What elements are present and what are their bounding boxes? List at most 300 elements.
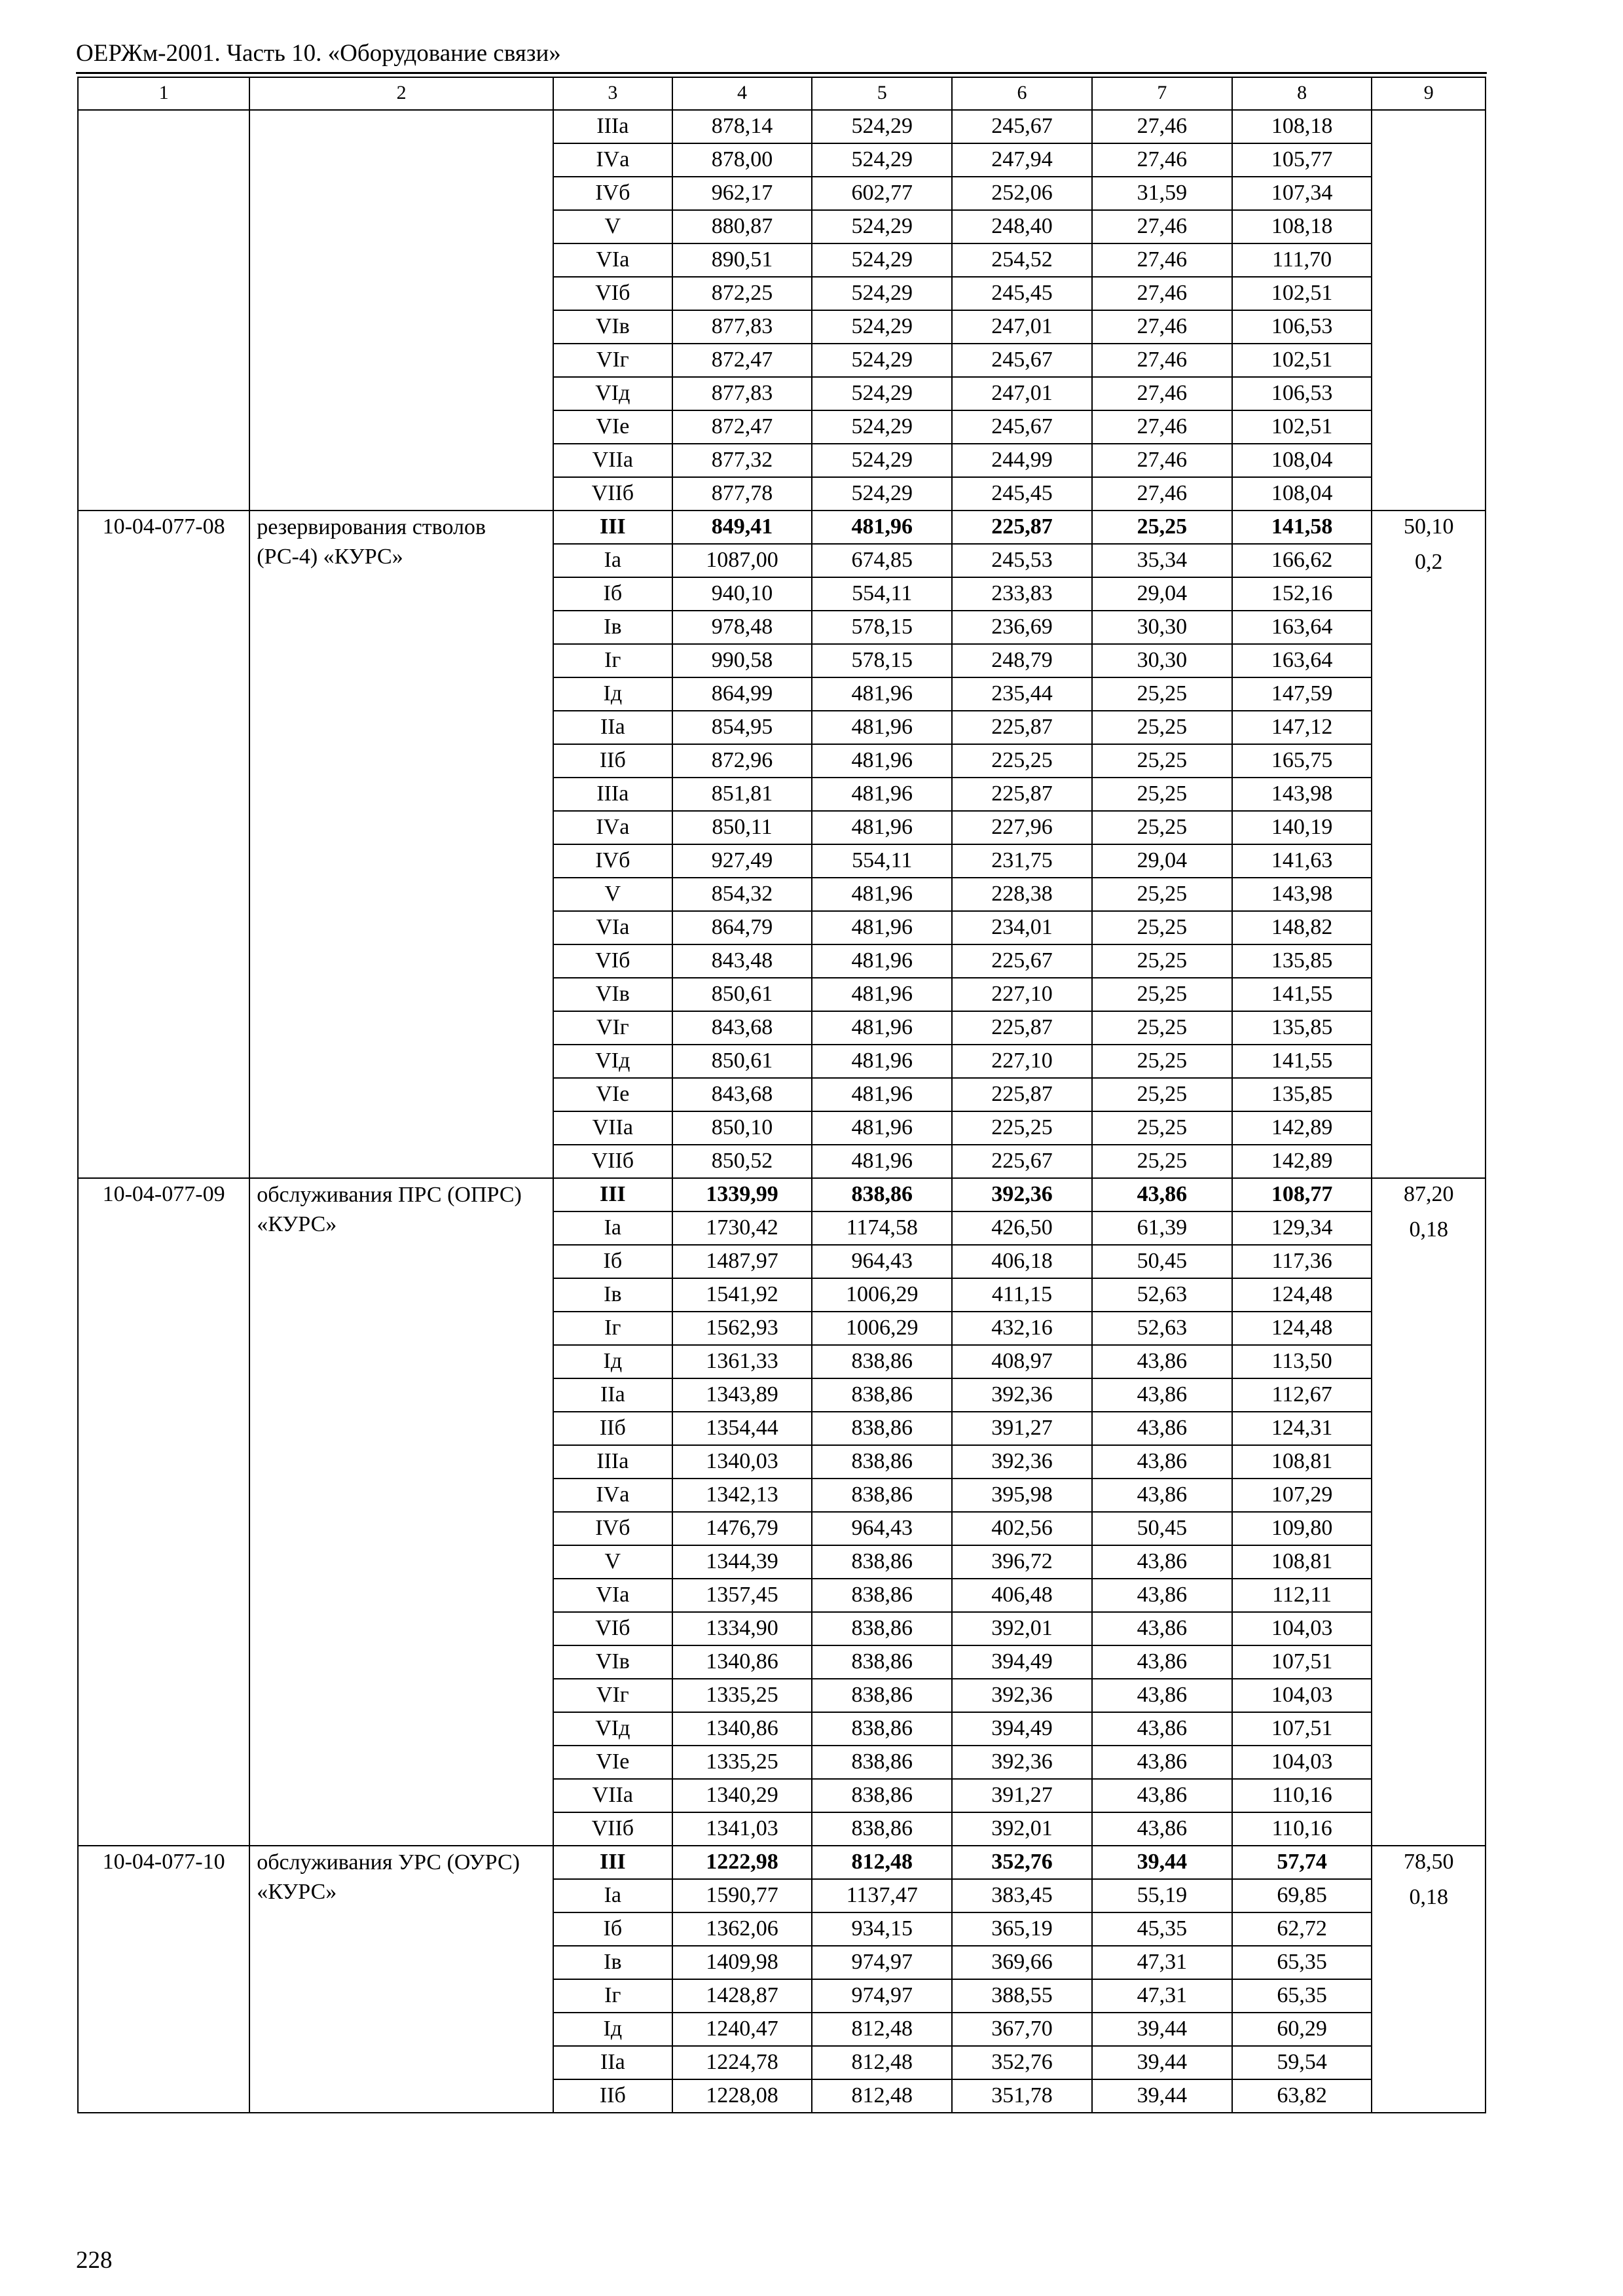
value-cell: 838,86 bbox=[812, 1345, 952, 1378]
value-cell: 25,25 bbox=[1092, 1111, 1232, 1145]
value-cell: 481,96 bbox=[812, 811, 952, 844]
value-cell: 113,50 bbox=[1232, 1345, 1372, 1378]
extra-value: 0,18 bbox=[1409, 1217, 1448, 1242]
value-cell: 163,64 bbox=[1232, 644, 1372, 677]
value-cell: 108,04 bbox=[1232, 477, 1372, 511]
value-cell: 880,87 bbox=[672, 210, 812, 243]
zone-cell: IIб bbox=[553, 2079, 672, 2113]
extra-cell bbox=[1372, 1178, 1486, 1846]
value-cell: 524,29 bbox=[812, 243, 952, 277]
value-cell: 392,01 bbox=[952, 1612, 1092, 1645]
zone-cell: VIIа bbox=[553, 1779, 672, 1812]
value-cell: 1343,89 bbox=[672, 1378, 812, 1412]
rate-name: обслуживания ПРС (ОПРС) «КУРС» bbox=[249, 1178, 553, 1846]
value-cell: 60,29 bbox=[1232, 2013, 1372, 2046]
value-cell: 47,31 bbox=[1092, 1946, 1232, 1979]
value-cell: 602,77 bbox=[812, 177, 952, 210]
value-cell: 141,55 bbox=[1232, 1045, 1372, 1078]
value-cell: 43,86 bbox=[1092, 1378, 1232, 1412]
value-cell: 254,52 bbox=[952, 243, 1092, 277]
value-cell: 27,46 bbox=[1092, 110, 1232, 143]
value-cell: 166,62 bbox=[1232, 544, 1372, 577]
value-cell: 1409,98 bbox=[672, 1946, 812, 1979]
zone-cell: VIг bbox=[553, 1679, 672, 1712]
value-cell: 225,87 bbox=[952, 1011, 1092, 1045]
value-cell: 43,86 bbox=[1092, 1779, 1232, 1812]
value-cell: 849,41 bbox=[672, 511, 812, 544]
zone-cell: IIIа bbox=[553, 778, 672, 811]
value-cell: 851,81 bbox=[672, 778, 812, 811]
value-cell: 59,54 bbox=[1232, 2046, 1372, 2079]
value-cell: 352,76 bbox=[952, 2046, 1092, 2079]
column-number-row bbox=[78, 77, 1486, 110]
value-cell: 25,25 bbox=[1092, 511, 1232, 544]
value-cell: 247,01 bbox=[952, 377, 1092, 410]
value-cell: 927,49 bbox=[672, 844, 812, 878]
zone-cell: V bbox=[553, 878, 672, 911]
zone-cell: VIа bbox=[553, 911, 672, 944]
value-cell: 112,11 bbox=[1232, 1579, 1372, 1612]
zone-cell: Iб bbox=[553, 577, 672, 611]
zone-cell: Iв bbox=[553, 1946, 672, 1979]
zone-cell: V bbox=[553, 1545, 672, 1579]
value-cell: 524,29 bbox=[812, 377, 952, 410]
zone-cell: IVа bbox=[553, 143, 672, 177]
value-cell: 554,11 bbox=[812, 844, 952, 878]
value-cell: 812,48 bbox=[812, 2013, 952, 2046]
value-cell: 112,67 bbox=[1232, 1378, 1372, 1412]
value-cell: 962,17 bbox=[672, 177, 812, 210]
table-row bbox=[78, 1846, 1486, 1879]
value-cell: 25,25 bbox=[1092, 1078, 1232, 1111]
value-cell: 481,96 bbox=[812, 1111, 952, 1145]
value-cell: 141,55 bbox=[1232, 978, 1372, 1011]
value-cell: 1087,00 bbox=[672, 544, 812, 577]
value-cell: 142,89 bbox=[1232, 1145, 1372, 1178]
value-cell: 481,96 bbox=[812, 1011, 952, 1045]
value-cell: 1357,45 bbox=[672, 1579, 812, 1612]
value-cell: 29,04 bbox=[1092, 844, 1232, 878]
value-cell: 843,68 bbox=[672, 1078, 812, 1111]
value-cell: 27,46 bbox=[1092, 344, 1232, 377]
value-cell: 392,36 bbox=[952, 1378, 1092, 1412]
zone-cell: VIв bbox=[553, 310, 672, 344]
value-cell: 383,45 bbox=[952, 1879, 1092, 1912]
extra-cell bbox=[1372, 110, 1486, 511]
value-cell: 394,49 bbox=[952, 1712, 1092, 1746]
value-cell: 30,30 bbox=[1092, 611, 1232, 644]
value-cell: 1541,92 bbox=[672, 1278, 812, 1312]
value-cell: 1590,77 bbox=[672, 1879, 812, 1912]
value-cell: 838,86 bbox=[812, 1479, 952, 1512]
value-cell: 524,29 bbox=[812, 210, 952, 243]
value-cell: 236,69 bbox=[952, 611, 1092, 644]
zone-cell: Iг bbox=[553, 1312, 672, 1345]
value-cell: 578,15 bbox=[812, 611, 952, 644]
value-cell: 248,79 bbox=[952, 644, 1092, 677]
value-cell: 142,89 bbox=[1232, 1111, 1372, 1145]
value-cell: 65,35 bbox=[1232, 1946, 1372, 1979]
value-cell: 231,75 bbox=[952, 844, 1092, 878]
value-cell: 524,29 bbox=[812, 410, 952, 444]
value-cell: 247,01 bbox=[952, 310, 1092, 344]
zone-cell: III bbox=[553, 1178, 672, 1211]
value-cell: 43,86 bbox=[1092, 1679, 1232, 1712]
value-cell: 39,44 bbox=[1092, 2079, 1232, 2113]
zone-cell: IIа bbox=[553, 1378, 672, 1412]
zone-cell: Iг bbox=[553, 644, 672, 677]
value-cell: 143,98 bbox=[1232, 878, 1372, 911]
column-number: 6 bbox=[952, 77, 1092, 110]
value-cell: 107,51 bbox=[1232, 1645, 1372, 1679]
zone-cell: VIб bbox=[553, 1612, 672, 1645]
value-cell: 43,86 bbox=[1092, 1812, 1232, 1846]
value-cell: 1562,93 bbox=[672, 1312, 812, 1345]
value-cell: 148,82 bbox=[1232, 911, 1372, 944]
value-cell: 1354,44 bbox=[672, 1412, 812, 1445]
zone-cell: VIIа bbox=[553, 444, 672, 477]
value-cell: 102,51 bbox=[1232, 344, 1372, 377]
value-cell: 63,82 bbox=[1232, 2079, 1372, 2113]
value-cell: 524,29 bbox=[812, 344, 952, 377]
value-cell: 1730,42 bbox=[672, 1211, 812, 1245]
value-cell: 864,79 bbox=[672, 911, 812, 944]
value-cell: 108,18 bbox=[1232, 210, 1372, 243]
value-cell: 1340,86 bbox=[672, 1712, 812, 1746]
value-cell: 69,85 bbox=[1232, 1879, 1372, 1912]
table-body bbox=[78, 77, 1486, 2113]
value-cell: 481,96 bbox=[812, 944, 952, 978]
value-cell: 854,32 bbox=[672, 878, 812, 911]
value-cell: 850,11 bbox=[672, 811, 812, 844]
value-cell: 111,70 bbox=[1232, 243, 1372, 277]
value-cell: 27,46 bbox=[1092, 377, 1232, 410]
value-cell: 141,63 bbox=[1232, 844, 1372, 878]
page-header-title: ОЕРЖм-2001. Часть 10. «Оборудование связи» bbox=[76, 40, 561, 67]
value-cell: 878,14 bbox=[672, 110, 812, 143]
value-cell: 1342,13 bbox=[672, 1479, 812, 1512]
zone-cell: VIг bbox=[553, 1011, 672, 1045]
zone-cell: Iа bbox=[553, 1211, 672, 1245]
value-cell: 1224,78 bbox=[672, 2046, 812, 2079]
value-cell: 838,86 bbox=[812, 1746, 952, 1779]
zone-cell: VIа bbox=[553, 1579, 672, 1612]
value-cell: 554,11 bbox=[812, 577, 952, 611]
value-cell: 104,03 bbox=[1232, 1746, 1372, 1779]
value-cell: 25,25 bbox=[1092, 744, 1232, 778]
value-cell: 481,96 bbox=[812, 1045, 952, 1078]
value-cell: 124,48 bbox=[1232, 1312, 1372, 1345]
zone-cell: Iг bbox=[553, 1979, 672, 2013]
value-cell: 838,86 bbox=[812, 1178, 952, 1211]
value-cell: 225,87 bbox=[952, 1078, 1092, 1111]
column-number: 4 bbox=[672, 77, 812, 110]
value-cell: 1006,29 bbox=[812, 1278, 952, 1312]
value-cell: 102,51 bbox=[1232, 277, 1372, 310]
value-cell: 974,97 bbox=[812, 1979, 952, 2013]
value-cell: 35,34 bbox=[1092, 544, 1232, 577]
value-cell: 432,16 bbox=[952, 1312, 1092, 1345]
value-cell: 43,86 bbox=[1092, 1178, 1232, 1211]
rate-code: 10-04-077-08 bbox=[78, 511, 249, 1178]
value-cell: 974,97 bbox=[812, 1946, 952, 1979]
zone-cell: VIа bbox=[553, 243, 672, 277]
value-cell: 124,48 bbox=[1232, 1278, 1372, 1312]
value-cell: 108,77 bbox=[1232, 1178, 1372, 1211]
table-row bbox=[78, 511, 1486, 544]
value-cell: 864,99 bbox=[672, 677, 812, 711]
value-cell: 228,38 bbox=[952, 878, 1092, 911]
value-cell: 481,96 bbox=[812, 911, 952, 944]
value-cell: 227,10 bbox=[952, 1045, 1092, 1078]
value-cell: 838,86 bbox=[812, 1412, 952, 1445]
value-cell: 39,44 bbox=[1092, 2013, 1232, 2046]
rate-name: резервирования стволов (РС-4) «КУРС» bbox=[249, 511, 553, 1178]
value-cell: 104,03 bbox=[1232, 1612, 1372, 1645]
value-cell: 872,96 bbox=[672, 744, 812, 778]
value-cell: 227,96 bbox=[952, 811, 1092, 844]
zone-cell: Iв bbox=[553, 1278, 672, 1312]
value-cell: 838,86 bbox=[812, 1812, 952, 1846]
value-cell: 235,44 bbox=[952, 677, 1092, 711]
value-cell: 27,46 bbox=[1092, 243, 1232, 277]
value-cell: 135,85 bbox=[1232, 1011, 1372, 1045]
zone-cell: VIв bbox=[553, 978, 672, 1011]
value-cell: 838,86 bbox=[812, 1779, 952, 1812]
value-cell: 108,81 bbox=[1232, 1545, 1372, 1579]
value-cell: 524,29 bbox=[812, 143, 952, 177]
value-cell: 225,67 bbox=[952, 944, 1092, 978]
value-cell: 244,99 bbox=[952, 444, 1092, 477]
value-cell: 391,27 bbox=[952, 1779, 1092, 1812]
extra-cell bbox=[1372, 1846, 1486, 2113]
value-cell: 1335,25 bbox=[672, 1679, 812, 1712]
value-cell: 524,29 bbox=[812, 110, 952, 143]
value-cell: 877,83 bbox=[672, 377, 812, 410]
value-cell: 225,25 bbox=[952, 1111, 1092, 1145]
value-cell: 877,83 bbox=[672, 310, 812, 344]
value-cell: 812,48 bbox=[812, 1846, 952, 1879]
value-cell: 854,95 bbox=[672, 711, 812, 744]
value-cell: 351,78 bbox=[952, 2079, 1092, 2113]
value-cell: 394,49 bbox=[952, 1645, 1092, 1679]
zone-cell: Iд bbox=[553, 2013, 672, 2046]
value-cell: 117,36 bbox=[1232, 1245, 1372, 1278]
value-cell: 524,29 bbox=[812, 277, 952, 310]
value-cell: 25,25 bbox=[1092, 978, 1232, 1011]
zone-cell: IVа bbox=[553, 1479, 672, 1512]
rate-name: обслуживания УРС (ОУРС) «КУРС» bbox=[249, 1846, 553, 2113]
value-cell: 850,61 bbox=[672, 1045, 812, 1078]
value-cell: 27,46 bbox=[1092, 210, 1232, 243]
value-cell: 108,18 bbox=[1232, 110, 1372, 143]
value-cell: 109,80 bbox=[1232, 1512, 1372, 1545]
value-cell: 481,96 bbox=[812, 778, 952, 811]
value-cell: 1361,33 bbox=[672, 1345, 812, 1378]
value-cell: 147,12 bbox=[1232, 711, 1372, 744]
value-cell: 850,52 bbox=[672, 1145, 812, 1178]
value-cell: 369,66 bbox=[952, 1946, 1092, 1979]
value-cell: 391,27 bbox=[952, 1412, 1092, 1445]
value-cell: 135,85 bbox=[1232, 944, 1372, 978]
value-cell: 411,15 bbox=[952, 1278, 1092, 1312]
value-cell: 1228,08 bbox=[672, 2079, 812, 2113]
zone-cell: VIе bbox=[553, 410, 672, 444]
zone-cell: Iб bbox=[553, 1245, 672, 1278]
value-cell: 850,10 bbox=[672, 1111, 812, 1145]
value-cell: 481,96 bbox=[812, 711, 952, 744]
value-cell: 481,96 bbox=[812, 1078, 952, 1111]
value-cell: 812,48 bbox=[812, 2079, 952, 2113]
value-cell: 850,61 bbox=[672, 978, 812, 1011]
zone-cell: VIд bbox=[553, 1712, 672, 1746]
value-cell: 43,86 bbox=[1092, 1712, 1232, 1746]
value-cell: 25,25 bbox=[1092, 711, 1232, 744]
value-cell: 43,86 bbox=[1092, 1746, 1232, 1779]
value-cell: 57,74 bbox=[1232, 1846, 1372, 1879]
value-cell: 392,36 bbox=[952, 1178, 1092, 1211]
value-cell: 838,86 bbox=[812, 1579, 952, 1612]
value-cell: 62,72 bbox=[1232, 1912, 1372, 1946]
zone-cell: VIд bbox=[553, 377, 672, 410]
value-cell: 812,48 bbox=[812, 2046, 952, 2079]
value-cell: 165,75 bbox=[1232, 744, 1372, 778]
value-cell: 838,86 bbox=[812, 1645, 952, 1679]
value-cell: 578,15 bbox=[812, 644, 952, 677]
value-cell: 838,86 bbox=[812, 1712, 952, 1746]
value-cell: 934,15 bbox=[812, 1912, 952, 1946]
value-cell: 245,67 bbox=[952, 110, 1092, 143]
value-cell: 141,58 bbox=[1232, 511, 1372, 544]
zone-cell: V bbox=[553, 210, 672, 243]
value-cell: 108,81 bbox=[1232, 1445, 1372, 1479]
value-cell: 124,31 bbox=[1232, 1412, 1372, 1445]
value-cell: 55,19 bbox=[1092, 1879, 1232, 1912]
value-cell: 27,46 bbox=[1092, 410, 1232, 444]
value-cell: 43,86 bbox=[1092, 1479, 1232, 1512]
value-cell: 1344,39 bbox=[672, 1545, 812, 1579]
value-cell: 110,16 bbox=[1232, 1779, 1372, 1812]
value-cell: 245,45 bbox=[952, 477, 1092, 511]
value-cell: 402,56 bbox=[952, 1512, 1092, 1545]
value-cell: 352,76 bbox=[952, 1846, 1092, 1879]
value-cell: 245,53 bbox=[952, 544, 1092, 577]
value-cell: 388,55 bbox=[952, 1979, 1092, 2013]
value-cell: 1428,87 bbox=[672, 1979, 812, 2013]
value-cell: 108,04 bbox=[1232, 444, 1372, 477]
extra-value: 0,18 bbox=[1409, 1884, 1448, 1909]
rates-table bbox=[77, 77, 1486, 2113]
value-cell: 978,48 bbox=[672, 611, 812, 644]
zone-cell: Iб bbox=[553, 1912, 672, 1946]
value-cell: 43,86 bbox=[1092, 1612, 1232, 1645]
zone-cell: Iа bbox=[553, 1879, 672, 1912]
zone-cell: VIд bbox=[553, 1045, 672, 1078]
zone-cell: III bbox=[553, 511, 672, 544]
value-cell: 25,25 bbox=[1092, 944, 1232, 978]
value-cell: 406,18 bbox=[952, 1245, 1092, 1278]
value-cell: 61,39 bbox=[1092, 1211, 1232, 1245]
column-number: 5 bbox=[812, 77, 952, 110]
rate-code: 10-04-077-10 bbox=[78, 1846, 249, 2113]
value-cell: 106,53 bbox=[1232, 310, 1372, 344]
value-cell: 227,10 bbox=[952, 978, 1092, 1011]
value-cell: 225,25 bbox=[952, 744, 1092, 778]
table-row bbox=[78, 1178, 1486, 1211]
column-number: 3 bbox=[553, 77, 672, 110]
value-cell: 877,78 bbox=[672, 477, 812, 511]
column-number: 9 bbox=[1372, 77, 1486, 110]
zone-cell: VIг bbox=[553, 344, 672, 377]
value-cell: 872,25 bbox=[672, 277, 812, 310]
zone-cell: Iа bbox=[553, 544, 672, 577]
rate-name bbox=[249, 110, 553, 511]
value-cell: 392,36 bbox=[952, 1679, 1092, 1712]
value-cell: 248,40 bbox=[952, 210, 1092, 243]
extra-cell bbox=[1372, 511, 1486, 1178]
value-cell: 27,46 bbox=[1092, 477, 1232, 511]
value-cell: 43,86 bbox=[1092, 1345, 1232, 1378]
value-cell: 1222,98 bbox=[672, 1846, 812, 1879]
value-cell: 524,29 bbox=[812, 444, 952, 477]
zone-cell: VIIб bbox=[553, 1812, 672, 1846]
zone-cell: Iв bbox=[553, 611, 672, 644]
table-row bbox=[78, 110, 1486, 143]
value-cell: 481,96 bbox=[812, 1145, 952, 1178]
zone-cell: III bbox=[553, 1846, 672, 1879]
value-cell: 25,25 bbox=[1092, 1045, 1232, 1078]
zone-cell: IVб bbox=[553, 177, 672, 210]
column-number: 2 bbox=[249, 77, 553, 110]
value-cell: 838,86 bbox=[812, 1612, 952, 1645]
value-cell: 245,67 bbox=[952, 344, 1092, 377]
value-cell: 225,67 bbox=[952, 1145, 1092, 1178]
extra-value: 50,10 bbox=[1403, 514, 1454, 539]
column-number: 7 bbox=[1092, 77, 1232, 110]
value-cell: 52,63 bbox=[1092, 1312, 1232, 1345]
column-number: 8 bbox=[1232, 77, 1372, 110]
zone-cell: IIб bbox=[553, 1412, 672, 1445]
zone-cell: VIIб bbox=[553, 477, 672, 511]
value-cell: 225,87 bbox=[952, 511, 1092, 544]
rate-code bbox=[78, 110, 249, 511]
value-cell: 1137,47 bbox=[812, 1879, 952, 1912]
value-cell: 426,50 bbox=[952, 1211, 1092, 1245]
value-cell: 163,64 bbox=[1232, 611, 1372, 644]
value-cell: 247,94 bbox=[952, 143, 1092, 177]
value-cell: 838,86 bbox=[812, 1679, 952, 1712]
value-cell: 674,85 bbox=[812, 544, 952, 577]
value-cell: 481,96 bbox=[812, 978, 952, 1011]
value-cell: 152,16 bbox=[1232, 577, 1372, 611]
value-cell: 1340,86 bbox=[672, 1645, 812, 1679]
value-cell: 872,47 bbox=[672, 344, 812, 377]
value-cell: 27,46 bbox=[1092, 310, 1232, 344]
value-cell: 110,16 bbox=[1232, 1812, 1372, 1846]
value-cell: 25,25 bbox=[1092, 778, 1232, 811]
value-cell: 406,48 bbox=[952, 1579, 1092, 1612]
extra-value: 78,50 bbox=[1403, 1850, 1454, 1874]
value-cell: 1334,90 bbox=[672, 1612, 812, 1645]
value-cell: 107,34 bbox=[1232, 177, 1372, 210]
value-cell: 104,03 bbox=[1232, 1679, 1372, 1712]
value-cell: 25,25 bbox=[1092, 1011, 1232, 1045]
value-cell: 225,87 bbox=[952, 778, 1092, 811]
value-cell: 1339,99 bbox=[672, 1178, 812, 1211]
value-cell: 481,96 bbox=[812, 744, 952, 778]
value-cell: 65,35 bbox=[1232, 1979, 1372, 2013]
value-cell: 147,59 bbox=[1232, 677, 1372, 711]
